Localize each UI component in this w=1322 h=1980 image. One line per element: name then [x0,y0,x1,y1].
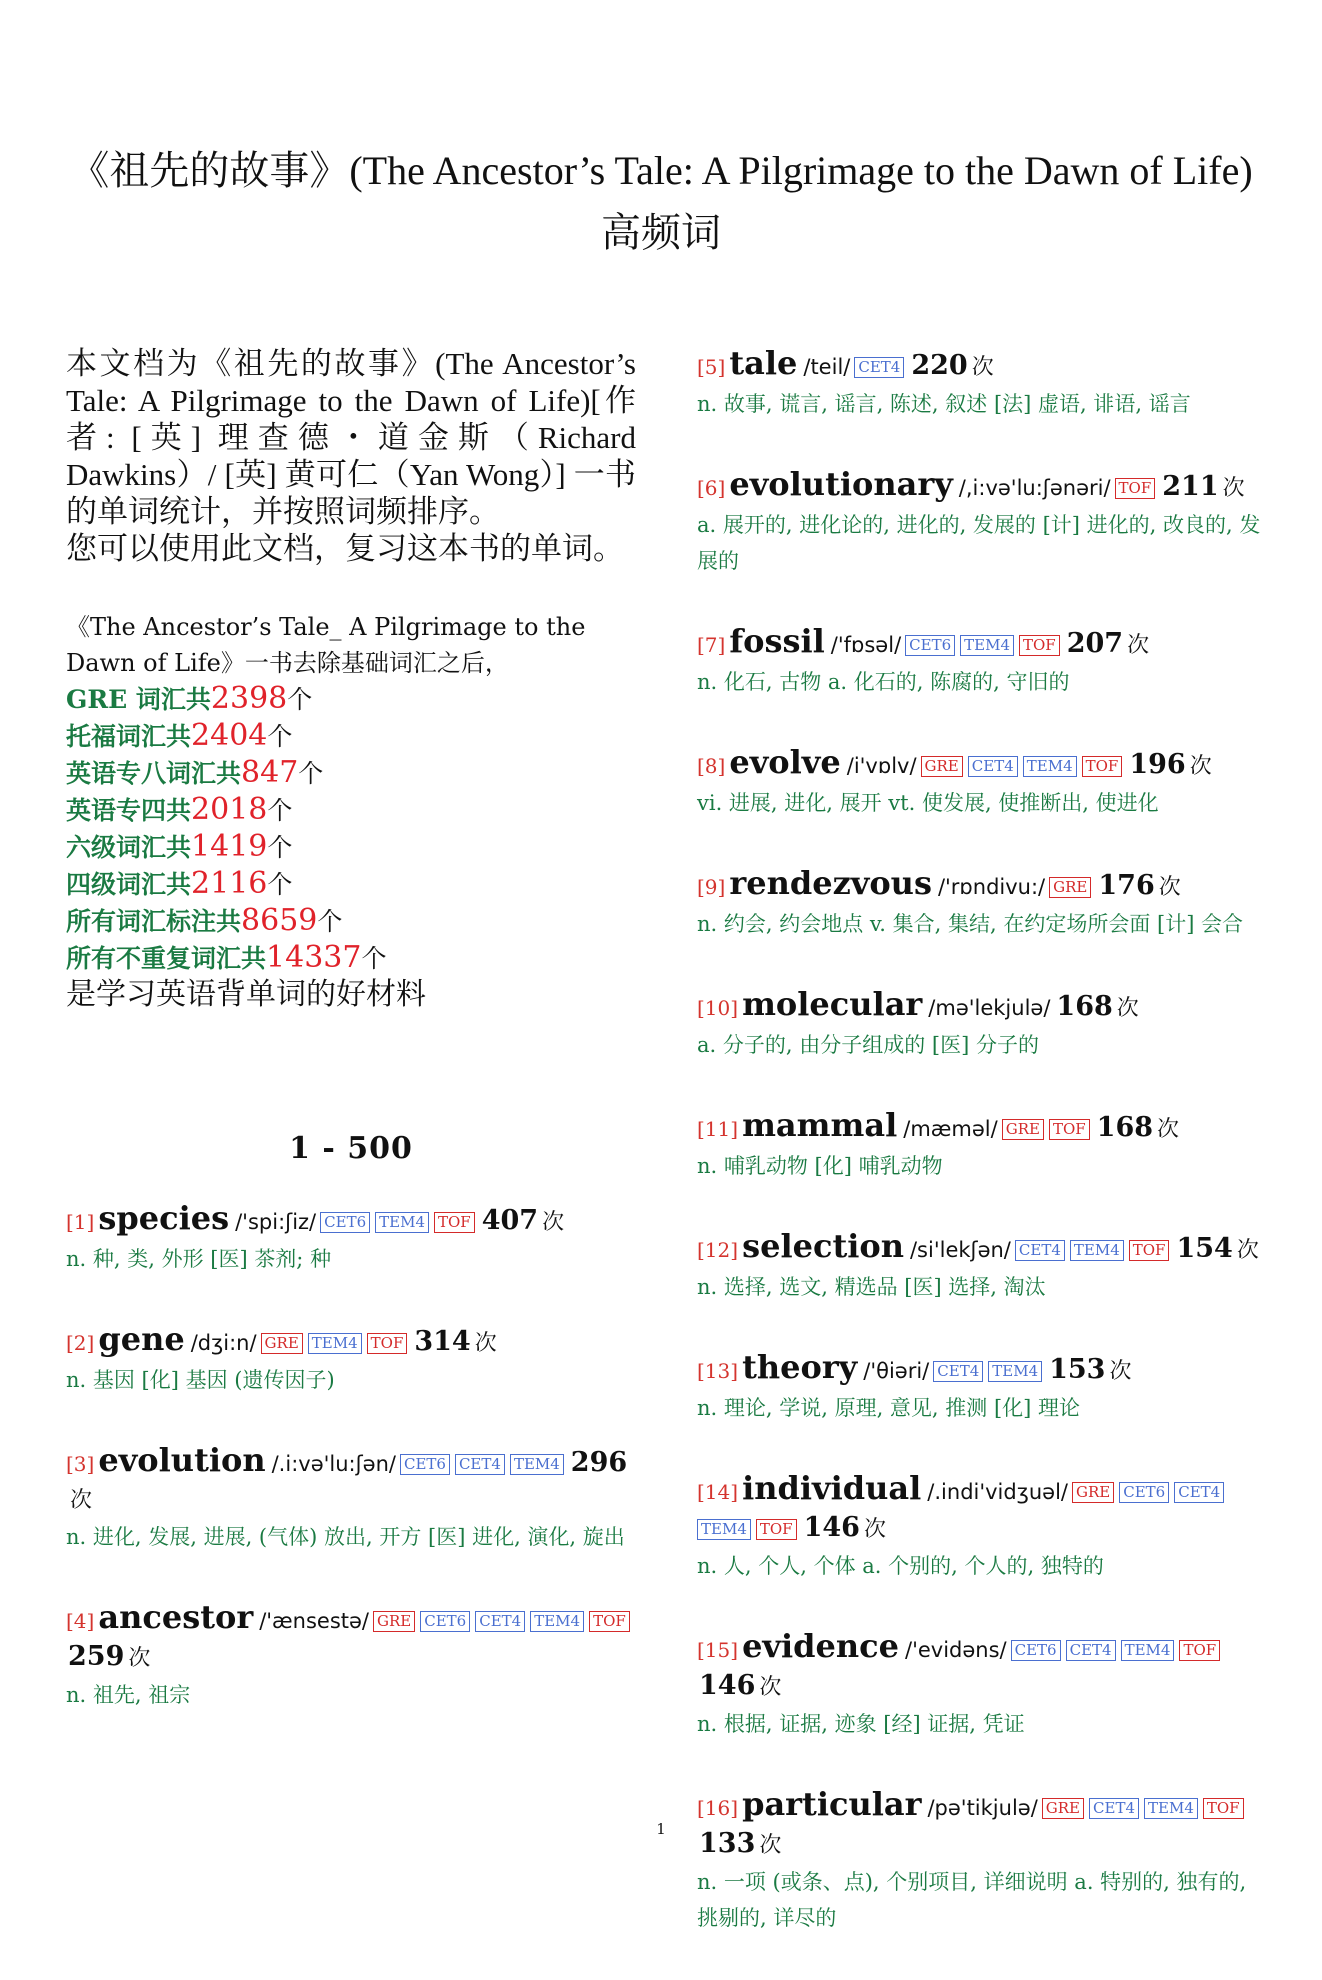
entry-phonetic: /'ænsestə/ [259,1609,369,1633]
exam-tag-tof: TOF [589,1611,630,1632]
entry-definition: n. 基因 [化] 基因 (遗传因子) [66,1368,335,1392]
exam-tag-cet6: CET6 [1119,1482,1169,1503]
stat-value: 14337 [266,940,362,975]
stat-unit: 个 [267,722,293,751]
entry-definition: n. 化石, 古物 a. 化石的, 陈腐的, 守旧的 [697,670,1070,694]
exam-tag-gre: GRE [1042,1798,1084,1819]
entry-phonetic: /teil/ [803,355,851,379]
entry-head [66,1442,636,1519]
stat-row [66,940,636,977]
exam-tag-tof: TOF [1179,1640,1220,1661]
exam-tag-tof: TOF [756,1519,797,1540]
entry-count: 176 [1098,870,1155,901]
exam-tag-gre: GRE [1072,1482,1114,1503]
stat-label: 四级词汇共 [66,870,192,899]
stat-label: 所有词汇标注共 [66,907,242,936]
entry-definition: n. 进化, 发展, 进展, (气体) 放出, 开方 [医] 进化, 演化, 旋出 [66,1525,625,1549]
entry-definition: vi. 进展, 进化, 展开 vt. 使发展, 使推断出, 使进化 [697,791,1159,815]
entry-index: [7] [697,633,726,657]
exam-tag-tem4: TEM4 [1144,1798,1198,1819]
stat-label: GRE 词汇共 [66,685,211,714]
entry-count-unit: 次 [1157,1117,1180,1142]
entry-definition: n. 选择, 选文, 精选品 [医] 选择, 淘汰 [697,1275,1046,1299]
entry-word: fossil [729,622,825,660]
stats-lead: 《The Ancestor’s Tale_ A Pilgrimage to the Dawn of Life》一书去除基础词汇之后， [66,613,586,677]
word-entry [66,1200,636,1277]
stat-unit: 个 [267,833,293,862]
exam-tag-cet4: CET4 [968,756,1018,777]
exam-tag-tem4: TEM4 [1023,756,1077,777]
exam-tag-gre: GRE [1002,1119,1044,1140]
entry-definition: n. 种, 类, 外形 [医] 茶剂; 种 [66,1247,332,1271]
stat-label: 英语专八词汇共 [66,759,242,788]
entry-head [697,1470,1267,1548]
entry-definition: a. 展开的, 进化论的, 进化的, 发展的 [计] 进化的, 改良的, 发展的 [697,513,1261,573]
entry-head [66,1200,636,1241]
entry-head [697,345,1267,386]
word-entry [697,345,1267,422]
entry-word: evidence [742,1627,900,1665]
entry-count: 407 [481,1205,539,1236]
exam-tag-gre: GRE [373,1611,415,1632]
stat-label: 英语专四共 [66,796,192,825]
entry-word: evolve [729,743,841,781]
entry-head [697,623,1267,664]
entry-index: [8] [697,754,726,778]
stat-value: 8659 [241,903,318,938]
entry-count-unit: 次 [1116,996,1139,1021]
entry-count-unit: 次 [1158,875,1181,900]
entry-index: [4] [66,1609,95,1633]
word-entry [697,1349,1267,1426]
stat-value: 2116 [191,866,268,901]
stat-row [66,829,636,866]
exam-tag-tof: TOF [1019,635,1060,656]
stat-value: 847 [241,755,299,790]
entry-definition: n. 一项 (或条、点), 个别项目, 详细说明 a. 特别的, 独有的, 挑剔的, 详尽的 [697,1870,1247,1930]
entry-word: mammal [742,1106,898,1144]
exam-tag-tof: TOF [1049,1119,1090,1140]
exam-tag-tof: TOF [367,1333,408,1354]
entry-phonetic: /pə'tikjulə/ [927,1796,1038,1820]
page-number: 1 [656,1820,666,1838]
stat-row [66,903,636,940]
entry-phonetic: /.i:və'lu:ʃən/ [271,1452,396,1476]
stat-label: 所有不重复词汇共 [66,944,267,973]
stat-value: 2018 [191,792,268,827]
exam-tag-gre: GRE [261,1333,303,1354]
exam-tag-gre: GRE [921,756,963,777]
entry-index: [13] [697,1359,739,1383]
stat-unit: 个 [287,685,313,714]
entry-index: [16] [697,1796,739,1820]
entry-count-unit: 次 [1236,1238,1259,1263]
entry-head [66,1321,636,1362]
entry-index: [11] [697,1117,739,1141]
entry-index: [6] [697,476,726,500]
entry-word: species [98,1199,230,1237]
entry-count: 146 [699,1670,756,1701]
stat-row [66,866,636,903]
entry-phonetic: /'spi:ʃiz/ [235,1210,317,1234]
entry-head [697,1349,1267,1390]
entry-count: 168 [1056,991,1113,1022]
entry-count-unit: 次 [759,1833,782,1858]
word-entry [697,623,1267,700]
page-title: 《祖先的故事》(The Ancestor’s Tale: A Pilgrimage to the Dawn of Life) 高频词 [69,148,1253,255]
stat-row [66,681,636,718]
entry-word: selection [742,1227,904,1265]
stat-row [66,792,636,829]
entry-head [66,1599,636,1677]
entry-phonetic: /,i:və'lu:ʃənəri/ [958,476,1111,500]
entry-count: 220 [911,350,968,381]
entry-head [697,1228,1267,1269]
exam-tag-tem4: TEM4 [1121,1640,1175,1661]
entry-index: [10] [697,996,739,1020]
word-entry [66,1442,636,1555]
entry-count: 259 [68,1641,125,1672]
exam-tag-cet6: CET6 [1011,1640,1061,1661]
exam-tag-cet6: CET6 [905,635,955,656]
exam-tag-tem4: TEM4 [308,1333,362,1354]
entry-phonetic: /dʒi:n/ [190,1331,257,1355]
exam-tag-tem4: TEM4 [988,1361,1042,1382]
intro [66,345,636,567]
stats-closing: 是学习英语背单词的好材料 [66,977,426,1012]
exam-tag-cet4: CET4 [1015,1240,1065,1261]
entry-word: gene [98,1320,185,1358]
exam-tag-tof: TOF [1129,1240,1170,1261]
exam-tag-cet4: CET4 [1174,1482,1224,1503]
word-entry [697,1628,1267,1742]
entry-count: 196 [1129,749,1186,780]
entry-phonetic: /i'vɒlv/ [846,754,917,778]
stat-row [66,755,636,792]
entry-head [697,1628,1267,1706]
entry-count-unit: 次 [542,1210,565,1235]
entry-head [697,865,1267,906]
entry-word: theory [742,1348,858,1386]
entry-phonetic: /.indi'vidʒuəl/ [927,1480,1068,1504]
exam-tag-cet4: CET4 [933,1361,983,1382]
word-entry [697,1470,1267,1584]
stat-unit: 个 [267,870,293,899]
stat-unit: 个 [298,759,324,788]
entry-count-unit: 次 [759,1675,782,1700]
entry-count: 133 [699,1828,756,1859]
intro-paragraph: 本文档为《祖先的故事》(The Ancestor’s Tale: A Pilgrimage to the Dawn of Life)[作者: [英] 理查德・道金斯（Richard Dawkins）/ [英] 黄可仁（Yan Wong）] 一书的单词统计，并按照词频排序。 [66,346,636,529]
entry-count-unit: 次 [1189,754,1212,779]
stat-row [66,718,636,755]
exam-tag-tem4: TEM4 [1070,1240,1124,1261]
entry-definition: a. 分子的, 由分子组成的 [医] 分子的 [697,1033,1039,1057]
entry-count-unit: 次 [70,1488,93,1513]
exam-tag-tem4: TEM4 [697,1519,751,1540]
entry-phonetic: /'fɒsəl/ [830,633,902,657]
entry-definition: n. 祖先, 祖宗 [66,1683,191,1707]
word-entry [697,466,1267,579]
entry-index: [9] [697,875,726,899]
entry-definition: n. 根据, 证据, 迹象 [经] 证据, 凭证 [697,1712,1025,1736]
exam-tag-cet4: CET4 [1089,1798,1139,1819]
word-entry [697,1228,1267,1305]
exam-tag-tof: TOF [1115,478,1156,499]
entry-index: [5] [697,355,726,379]
entry-word: ancestor [98,1598,254,1636]
entry-index: [12] [697,1238,739,1262]
entry-word: molecular [742,985,923,1023]
entry-list-left [66,1200,636,1713]
left-column [66,345,636,1757]
exam-tag-tem4: TEM4 [960,635,1014,656]
entry-word: evolutionary [729,465,953,503]
entry-phonetic: /mə'lekjulə/ [928,996,1051,1020]
stat-label: 六级词汇共 [66,833,192,862]
entry-word: evolution [98,1441,266,1479]
entry-phonetic: /mæməl/ [903,1117,998,1141]
entry-index: [2] [66,1331,95,1355]
exam-tag-cet4: CET4 [475,1611,525,1632]
exam-tag-tem4: TEM4 [510,1454,564,1475]
entry-count-unit: 次 [128,1646,151,1671]
entry-head [697,744,1267,785]
exam-tag-tem4: TEM4 [375,1212,429,1233]
entry-index: [1] [66,1210,95,1234]
entry-definition: n. 理论, 学说, 原理, 意见, 推测 [化] 理论 [697,1396,1081,1420]
entry-phonetic: /si'lekʃən/ [909,1238,1011,1262]
entry-count-unit: 次 [1109,1359,1132,1384]
exam-tag-cet4: CET4 [455,1454,505,1475]
entry-head [697,986,1267,1027]
word-entry [697,1786,1267,1936]
entry-index: [3] [66,1452,95,1476]
word-entry [697,986,1267,1063]
entry-list-right [697,345,1267,1936]
right-column [697,345,1267,1980]
entry-count-unit: 次 [1127,633,1150,658]
stat-value: 2404 [191,718,268,753]
word-entry [697,1107,1267,1184]
entry-definition: n. 人, 个人, 个体 a. 个别的, 个人的, 独特的 [697,1554,1104,1578]
entry-count: 207 [1066,628,1124,659]
exam-tag-tof: TOF [1082,756,1123,777]
entry-definition: n. 故事, 谎言, 谣言, 陈述, 叙述 [法] 虚语, 诽语, 谣言 [697,392,1191,416]
stat-value: 1419 [191,829,268,864]
entry-phonetic: /'θiəri/ [863,1359,930,1383]
exam-tag-cet6: CET6 [420,1611,470,1632]
intro-paragraph: 您可以使用此文档，复习这本书的单词。 [66,531,624,566]
entry-count: 154 [1176,1233,1233,1264]
entry-phonetic: /'evidəns/ [905,1638,1007,1662]
entry-count-unit: 次 [863,1517,886,1542]
entry-count: 146 [803,1512,860,1543]
stat-value: 2398 [210,681,288,716]
word-entry [66,1599,636,1713]
entry-word: tale [729,344,798,382]
exam-tag-cet6: CET6 [400,1454,450,1475]
entry-count: 168 [1096,1112,1154,1143]
exam-tag-cet4: CET4 [854,357,904,378]
entry-head [697,466,1267,507]
entry-count: 296 [570,1447,628,1478]
entry-count: 153 [1049,1354,1106,1385]
entry-count-unit: 次 [1222,476,1245,501]
stat-unit: 个 [267,796,293,825]
entry-index: [15] [697,1638,739,1662]
stat-unit: 个 [361,944,387,973]
vocab-stats [66,609,636,1013]
exam-tag-gre: GRE [1049,877,1091,898]
exam-tag-cet6: CET6 [320,1212,370,1233]
exam-tag-tof: TOF [434,1212,475,1233]
entry-count-unit: 次 [474,1331,497,1356]
entry-word: particular [742,1785,922,1823]
entry-phonetic: /'rɒndivu:/ [937,875,1046,899]
word-entry [697,744,1267,821]
entry-definition: n. 约会, 约会地点 v. 集合, 集结, 在约定场所会面 [计] 会合 [697,912,1244,936]
entry-word: rendezvous [729,864,932,902]
entry-count-unit: 次 [971,355,994,380]
entry-definition: n. 哺乳动物 [化] 哺乳动物 [697,1154,943,1178]
stat-unit: 个 [317,907,343,936]
stat-label: 托福词汇共 [66,722,192,751]
entry-word: individual [742,1469,922,1507]
word-entry [697,865,1267,942]
exam-tag-tem4: TEM4 [530,1611,584,1632]
stats-list [66,681,636,977]
range-heading: 1 - 500 [289,1131,413,1166]
entry-head [697,1107,1267,1148]
entry-index: [14] [697,1480,739,1504]
word-entry [66,1321,636,1398]
entry-count: 211 [1162,471,1219,502]
exam-tag-cet4: CET4 [1066,1640,1116,1661]
entry-count: 314 [414,1326,471,1357]
exam-tag-tof: TOF [1203,1798,1244,1819]
